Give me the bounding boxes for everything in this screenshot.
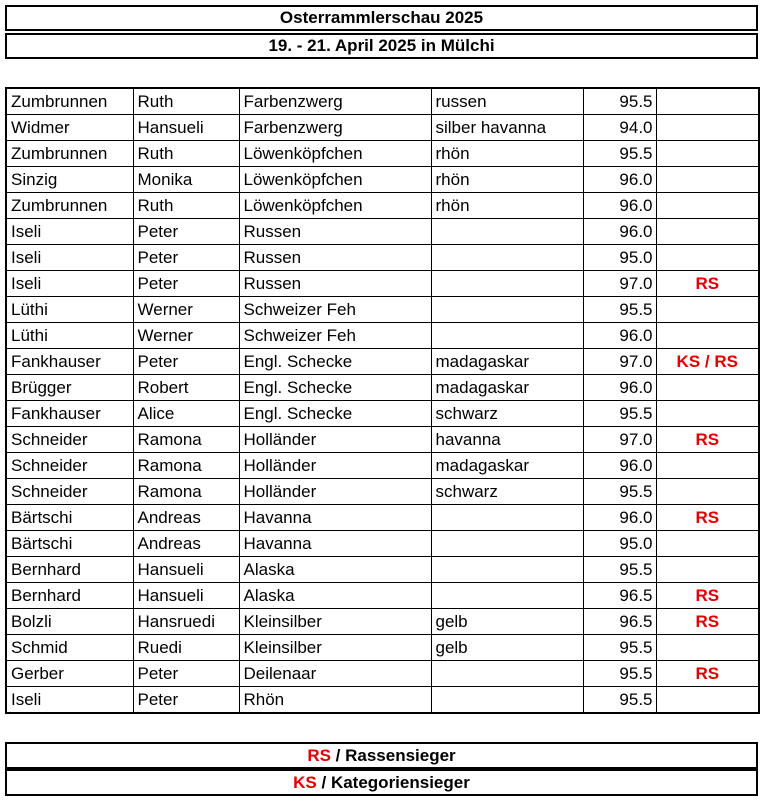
award-cell xyxy=(656,219,759,245)
table-row xyxy=(6,453,759,479)
color-cell xyxy=(431,323,583,349)
legend-meaning: Rassensieger xyxy=(345,746,456,765)
color-cell: russen xyxy=(431,88,583,115)
award-cell xyxy=(656,297,759,323)
table-row xyxy=(6,245,759,271)
breed-cell: Holländer xyxy=(239,453,431,479)
legend-separator: / xyxy=(316,773,331,792)
table-row xyxy=(6,661,759,687)
table-row xyxy=(6,427,759,453)
breed-cell: Schweizer Feh xyxy=(239,297,431,323)
points-cell: 95.5 xyxy=(583,687,656,714)
last-name-cell: Iseli xyxy=(6,245,133,271)
points-cell: 95.5 xyxy=(583,141,656,167)
last-name-cell: Iseli xyxy=(6,687,133,714)
last-name-cell: Bolzli xyxy=(6,609,133,635)
breed-cell: Deilenaar xyxy=(239,661,431,687)
first-name-cell: Andreas xyxy=(133,531,239,557)
color-cell: rhön xyxy=(431,193,583,219)
color-cell: schwarz xyxy=(431,401,583,427)
award-cell: RS xyxy=(656,609,759,635)
points-cell: 94.0 xyxy=(583,115,656,141)
last-name-cell: Schneider xyxy=(6,453,133,479)
first-name-cell: Alice xyxy=(133,401,239,427)
award-cell xyxy=(656,401,759,427)
table-row xyxy=(6,115,759,141)
first-name-cell: Hansruedi xyxy=(133,609,239,635)
award-cell: RS xyxy=(656,661,759,687)
table-row xyxy=(6,635,759,661)
award-cell: RS xyxy=(656,505,759,531)
breed-cell: Farbenzwerg xyxy=(239,115,431,141)
first-name-cell: Ruth xyxy=(133,141,239,167)
first-name-cell: Andreas xyxy=(133,505,239,531)
first-name-cell: Werner xyxy=(133,297,239,323)
first-name-cell: Peter xyxy=(133,271,239,297)
award-cell: RS xyxy=(656,271,759,297)
color-cell: silber havanna xyxy=(431,115,583,141)
award-cell: RS xyxy=(656,427,759,453)
first-name-cell: Peter xyxy=(133,349,239,375)
color-cell: havanna xyxy=(431,427,583,453)
legend-separator: / xyxy=(330,746,346,765)
color-cell: rhön xyxy=(431,167,583,193)
table-row xyxy=(6,583,759,609)
color-cell xyxy=(431,245,583,271)
first-name-cell: Peter xyxy=(133,661,239,687)
last-name-cell: Iseli xyxy=(6,219,133,245)
legend-ks xyxy=(5,769,758,796)
last-name-cell: Zumbrunnen xyxy=(6,141,133,167)
first-name-cell: Peter xyxy=(133,687,239,714)
last-name-cell: Bernhard xyxy=(6,583,133,609)
color-cell: rhön xyxy=(431,141,583,167)
last-name-cell: Gerber xyxy=(6,661,133,687)
table-row xyxy=(6,401,759,427)
points-cell: 96.0 xyxy=(583,453,656,479)
color-cell: schwarz xyxy=(431,479,583,505)
last-name-cell: Bernhard xyxy=(6,557,133,583)
points-cell: 95.5 xyxy=(583,635,656,661)
breed-cell: Engl. Schecke xyxy=(239,375,431,401)
legend-code: KS xyxy=(293,773,317,792)
points-cell: 95.5 xyxy=(583,297,656,323)
last-name-cell: Schmid xyxy=(6,635,133,661)
first-name-cell: Ramona xyxy=(133,479,239,505)
award-cell xyxy=(656,453,759,479)
award-cell xyxy=(656,88,759,115)
first-name-cell: Hansueli xyxy=(133,115,239,141)
color-cell xyxy=(431,505,583,531)
color-cell xyxy=(431,219,583,245)
first-name-cell: Ramona xyxy=(133,453,239,479)
points-cell: 97.0 xyxy=(583,427,656,453)
first-name-cell: Ruth xyxy=(133,88,239,115)
last-name-cell: Zumbrunnen xyxy=(6,193,133,219)
last-name-cell: Fankhauser xyxy=(6,401,133,427)
results-table xyxy=(5,87,760,714)
award-cell xyxy=(656,323,759,349)
award-cell xyxy=(656,167,759,193)
first-name-cell: Hansueli xyxy=(133,557,239,583)
breed-cell: Alaska xyxy=(239,583,431,609)
last-name-cell: Zumbrunnen xyxy=(6,88,133,115)
table-row xyxy=(6,271,759,297)
award-cell: KS / RS xyxy=(656,349,759,375)
breed-cell: Kleinsilber xyxy=(239,609,431,635)
breed-cell: Farbenzwerg xyxy=(239,88,431,115)
color-cell: gelb xyxy=(431,609,583,635)
points-cell: 96.0 xyxy=(583,167,656,193)
color-cell: madagaskar xyxy=(431,349,583,375)
breed-cell: Alaska xyxy=(239,557,431,583)
points-cell: 95.0 xyxy=(583,531,656,557)
table-row xyxy=(6,479,759,505)
points-cell: 96.0 xyxy=(583,323,656,349)
award-cell xyxy=(656,141,759,167)
last-name-cell: Brügger xyxy=(6,375,133,401)
breed-cell: Holländer xyxy=(239,427,431,453)
breed-cell: Havanna xyxy=(239,505,431,531)
first-name-cell: Robert xyxy=(133,375,239,401)
points-cell: 96.5 xyxy=(583,609,656,635)
last-name-cell: Lüthi xyxy=(6,297,133,323)
event-dates-location: 19. - 21. April 2025 in Mülchi xyxy=(5,33,758,59)
color-cell xyxy=(431,297,583,323)
legend-meaning: Kategoriensieger xyxy=(330,773,470,792)
breed-cell: Havanna xyxy=(239,531,431,557)
award-cell xyxy=(656,635,759,661)
last-name-cell: Schneider xyxy=(6,479,133,505)
award-cell xyxy=(656,531,759,557)
table-row xyxy=(6,349,759,375)
breed-cell: Löwenköpfchen xyxy=(239,193,431,219)
table-row xyxy=(6,531,759,557)
table-row xyxy=(6,687,759,714)
last-name-cell: Widmer xyxy=(6,115,133,141)
table-row xyxy=(6,375,759,401)
breed-cell: Russen xyxy=(239,271,431,297)
last-name-cell: Schneider xyxy=(6,427,133,453)
points-cell: 97.0 xyxy=(583,349,656,375)
award-cell xyxy=(656,375,759,401)
award-cell xyxy=(656,115,759,141)
first-name-cell: Ruth xyxy=(133,193,239,219)
table-row xyxy=(6,219,759,245)
results-table-body xyxy=(6,88,759,713)
color-cell xyxy=(431,583,583,609)
table-row xyxy=(6,167,759,193)
last-name-cell: Bärtschi xyxy=(6,531,133,557)
breed-cell: Löwenköpfchen xyxy=(239,141,431,167)
first-name-cell: Peter xyxy=(133,245,239,271)
points-cell: 96.0 xyxy=(583,219,656,245)
table-row xyxy=(6,141,759,167)
points-cell: 95.5 xyxy=(583,479,656,505)
points-cell: 96.0 xyxy=(583,375,656,401)
legend-rs xyxy=(5,742,758,769)
points-cell: 96.0 xyxy=(583,193,656,219)
color-cell xyxy=(431,557,583,583)
breed-cell: Engl. Schecke xyxy=(239,401,431,427)
breed-cell: Engl. Schecke xyxy=(239,349,431,375)
points-cell: 95.5 xyxy=(583,661,656,687)
award-cell xyxy=(656,479,759,505)
award-cell xyxy=(656,557,759,583)
table-row xyxy=(6,609,759,635)
breed-cell: Kleinsilber xyxy=(239,635,431,661)
first-name-cell: Ruedi xyxy=(133,635,239,661)
color-cell: gelb xyxy=(431,635,583,661)
first-name-cell: Hansueli xyxy=(133,583,239,609)
breed-cell: Löwenköpfchen xyxy=(239,167,431,193)
breed-cell: Schweizer Feh xyxy=(239,323,431,349)
points-cell: 96.5 xyxy=(583,583,656,609)
color-cell xyxy=(431,531,583,557)
points-cell: 96.0 xyxy=(583,505,656,531)
last-name-cell: Lüthi xyxy=(6,323,133,349)
breed-cell: Russen xyxy=(239,219,431,245)
table-row xyxy=(6,557,759,583)
page-title: Osterrammlerschau 2025 xyxy=(5,5,758,31)
award-cell: RS xyxy=(656,583,759,609)
last-name-cell: Bärtschi xyxy=(6,505,133,531)
points-cell: 95.5 xyxy=(583,401,656,427)
breed-cell: Rhön xyxy=(239,687,431,714)
legend-code: RS xyxy=(307,746,331,765)
points-cell: 97.0 xyxy=(583,271,656,297)
color-cell xyxy=(431,661,583,687)
award-cell xyxy=(656,245,759,271)
breed-cell: Holländer xyxy=(239,479,431,505)
color-cell xyxy=(431,687,583,714)
points-cell: 95.5 xyxy=(583,88,656,115)
table-row xyxy=(6,88,759,115)
points-cell: 95.5 xyxy=(583,557,656,583)
last-name-cell: Iseli xyxy=(6,271,133,297)
color-cell xyxy=(431,271,583,297)
breed-cell: Russen xyxy=(239,245,431,271)
first-name-cell: Monika xyxy=(133,167,239,193)
color-cell: madagaskar xyxy=(431,453,583,479)
award-cell xyxy=(656,687,759,714)
last-name-cell: Fankhauser xyxy=(6,349,133,375)
table-row xyxy=(6,297,759,323)
first-name-cell: Ramona xyxy=(133,427,239,453)
first-name-cell: Peter xyxy=(133,219,239,245)
first-name-cell: Werner xyxy=(133,323,239,349)
points-cell: 95.0 xyxy=(583,245,656,271)
table-row xyxy=(6,505,759,531)
last-name-cell: Sinzig xyxy=(6,167,133,193)
table-row xyxy=(6,193,759,219)
award-cell xyxy=(656,193,759,219)
color-cell: madagaskar xyxy=(431,375,583,401)
table-row xyxy=(6,323,759,349)
